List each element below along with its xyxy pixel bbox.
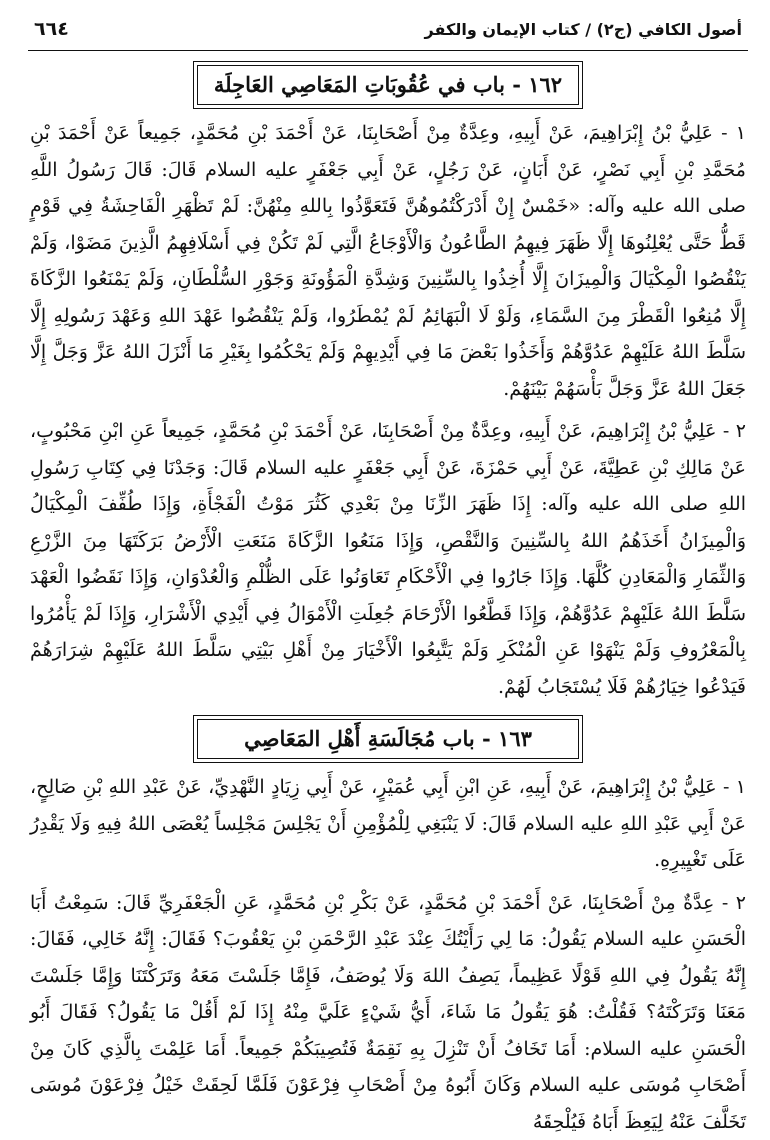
running-header — [28, 18, 748, 51]
chapter-162 — [28, 65, 748, 705]
page-number: ٦٦٤ — [34, 18, 69, 40]
hadith-163-1: ١ - عَلِيُّ بْنُ إِبْرَاهِيمَ، عَنْ أَبِيهِ، عَنِ ابْنِ أَبِي عُمَيْرٍ، عَنْ أَبِي زِيَادٍ النَّهْدِيِّ، عَنْ عَبْدِ اللهِ بْنِ صَالِحٍ، عَنْ أَبِي عَبْدِ اللهِ عليه السلام قَالَ: لَا يَنْبَغِي لِلْمُؤْمِنِ أَنْ يَجْلِسَ مَجْلِساً يُعْصَى اللهُ فِيهِ وَلَا يَقْدِرُ عَلَى تَغْيِيرِهِ. — [28, 769, 748, 879]
chapter-heading-163: ١٦٣ - باب مُجَالَسَةِ أَهْلِ المَعَاصِي — [197, 719, 579, 759]
hadith-162-2: ٢ - عَلِيُّ بْنُ إِبْرَاهِيمَ، عَنْ أَبِيهِ، وعِدَّةٌ مِنْ أَصْحَابِنَا، عَنْ أَحْمَدَ بْنِ مُحَمَّدٍ، جَمِيعاً عَنِ ابْنِ مَحْبُوبٍ، عَنْ مَالِكِ بْنِ عَطِيَّةَ، عَنْ أَبِي حَمْزَةَ، عَنْ أَبِي جَعْفَرٍ عليه السلام قَالَ: وَجَدْنَا فِي كِتَابِ رَسُولِ اللهِ صلى الله عليه وآله: إِذَا ظَهَرَ الزِّنَا مِنْ بَعْدِي كَثُرَ مَوْتُ الْفَجْأَةِ، وَإِذَا طُفِّفَ الْمِكْيَالُ وَالْمِيزَانُ أَخَذَهُمُ اللهُ بِالسِّنِينَ وَالنَّقْصِ، وَإِذَا مَنَعُوا الزَّكَاةَ مَنَعَتِ الْأَرْضُ بَرَكَتَهَا مِنَ الزَّرْعِ وَالثِّمَارِ وَالْمَعَادِنِ كُلَّهَا. وَإِذَا جَارُوا فِي الْأَحْكَامِ تَعَاوَنُوا عَلَى الظُّلْمِ وَالْعُدْوَانِ، وَإِذَا نَقَضُوا الْعَهْدَ سَلَّطَ اللهُ عَلَيْهِمْ عَدُوَّهُمْ، وَإِذَا قَطَّعُوا الْأَرْحَامَ جُعِلَتِ الْأَمْوَالُ فِي أَيْدِي الْأَشْرَارِ، وَإِذَا لَمْ يَأْمُرُوا بِالْمَعْرُوفِ وَلَمْ يَنْهَوْا عَنِ الْمُنْكَرِ وَلَمْ يَتَّبِعُوا الْأَخْيَارَ مِنْ أَهْلِ بَيْتِي سَلَّطَ اللهُ عَلَيْهِمْ شِرَارَهُمْ فَيَدْعُوا خِيَارُهُمْ فَلَا يُسْتَجَابُ لَهُمْ. — [28, 413, 748, 705]
book-page — [28, 18, 748, 1140]
running-header-title: أصول الكافي (ج٢) / كتاب الإيمان والكفر — [425, 20, 742, 39]
chapter-heading-162: ١٦٢ - باب في عُقُوبَاتِ المَعَاصِي العَاجِلَة — [197, 65, 579, 105]
chapter-163 — [28, 719, 748, 1140]
hadith-163-2: ٢ - عِدَّةٌ مِنْ أَصْحَابِنَا، عَنْ أَحْمَدَ بْنِ مُحَمَّدٍ، عَنْ بَكْرِ بْنِ مُحَمَّدٍ، عَنِ الْجَعْفَرِيِّ قَالَ: سَمِعْتُ أَبَا الْحَسَنِ عليه السلام يَقُولُ: مَا لِي رَأَيْتُكَ عِنْدَ عَبْدِ الرَّحْمَنِ بْنِ يَعْقُوبَ؟ فَقَالَ: إِنَّهُ خَالِي، فَقَالَ: إِنَّهُ يَقُولُ فِي اللهِ قَوْلًا عَظِيماً، يَصِفُ اللهَ وَلَا يُوصَفُ، فَإِمَّا جَلَسْتَ مَعَهُ وَتَرَكْتَنَا وَإِمَّا جَلَسْتَ مَعَنَا وَتَرَكْتَهُ؟ فَقُلْتُ: هُوَ يَقُولُ مَا شَاءَ، أَيُّ شَيْءٍ عَلَيَّ مِنْهُ إِذَا لَمْ أَقُلْ مَا يَقُولُ؟ فَقَالَ أَبُو الْحَسَنِ عليه السلام: أَمَا تَخَافُ أَنْ تَنْزِلَ بِهِ نَقِمَةٌ فَتُصِيبَكُمْ جَمِيعاً. أَمَا عَلِمْتَ بِالَّذِي كَانَ مِنْ أَصْحَابِ مُوسَى عليه السلام وَكَانَ أَبُوهُ مِنْ أَصْحَابِ فِرْعَوْنَ فَلَمَّا لَحِقَتْ خَيْلُ فِرْعَوْنَ مُوسَى تَخَلَّفَ عَنْهُ لِيَعِظَ أَبَاهُ فَيُلْحِقَهُ — [28, 885, 748, 1140]
hadith-162-1: ١ - عَلِيُّ بْنُ إِبْرَاهِيمَ، عَنْ أَبِيهِ، وعِدَّةٌ مِنْ أَصْحَابِنَا، عَنْ أَحْمَدَ بْنِ مُحَمَّدٍ، جَمِيعاً عَنْ أَحْمَدَ بْنِ مُحَمَّدِ بْنِ أَبِي نَصْرٍ، عَنْ أَبَانٍ، عَنْ رَجُلٍ، عَنْ أَبِي جَعْفَرٍ عليه السلام قَالَ: قَالَ رَسُولُ اللَّهِ صلى الله عليه وآله: «خَمْسٌ إِنْ أَدْرَكْتُمُوهُنَّ فَتَعَوَّذُوا بِاللهِ مِنْهُنَّ: لَمْ تَظْهَرِ الْفَاحِشَةُ فِي قَوْمٍ قَطُّ حَتَّى يُعْلِنُوهَا إِلَّا ظَهَرَ فِيهِمُ الطَّاعُونُ وَالْأَوْجَاعُ الَّتِي لَمْ تَكُنْ فِي أَسْلَافِهِمُ الَّذِينَ مَضَوْا، وَلَمْ يَنْقُصُوا الْمِكْيَالَ وَالْمِيزَانَ إِلَّا أُخِذُوا بِالسِّنِينَ وَشِدَّةِ الْمَؤُونَةِ وَجَوْرِ السُّلْطَانِ، وَلَمْ يَمْنَعُوا الزَّكَاةَ إِلَّا مُنِعُوا الْقَطْرَ مِنَ السَّمَاءِ، وَلَوْ لَا الْبَهَائِمُ لَمْ يُمْطَرُوا، وَلَمْ يَنْقُضُوا عَهْدَ اللهِ وَعَهْدَ رَسُولِهِ إِلَّا سَلَّطَ اللهُ عَلَيْهِمْ عَدُوَّهُمْ وَأَخَذُوا بَعْضَ مَا فِي أَيْدِيهِمْ وَلَمْ يَحْكُمُوا بِغَيْرِ مَا أَنْزَلَ اللهُ عَزَّ وَجَلَّ إِلَّا جَعَلَ اللهُ عَزَّ وَجَلَّ بَأْسَهُمْ بَيْنَهُمْ. — [28, 115, 748, 407]
